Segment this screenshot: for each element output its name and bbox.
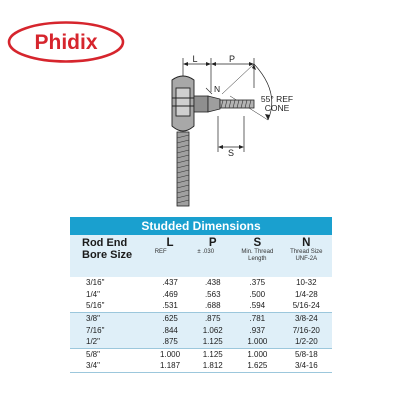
- cell-bore: 3/4": [70, 360, 149, 372]
- cell-bore: 7/16": [70, 324, 149, 336]
- studded-dimensions-table: [70, 217, 332, 373]
- table-row: [70, 336, 332, 348]
- header-bore-line1: Rod End: [82, 237, 128, 249]
- header-s-sub1: Min. Thread: [241, 249, 274, 255]
- cell-p: .563: [204, 289, 221, 299]
- cell-n: 3/4-16: [281, 360, 332, 372]
- cell-s: .500: [249, 289, 266, 299]
- cell-n: 5/8-18: [281, 348, 332, 360]
- label-s: S: [227, 148, 235, 158]
- brand-name: Phidix: [34, 31, 98, 54]
- header-n-label: N: [302, 237, 311, 249]
- header-p-sub: ± .030: [197, 249, 215, 255]
- cell-s: .937: [234, 324, 281, 336]
- cell-s: .781: [234, 312, 281, 324]
- table-row: [70, 312, 332, 324]
- cell-p: .688: [204, 301, 221, 311]
- table-banner: Studded Dimensions: [70, 217, 332, 235]
- table-row: [70, 289, 332, 301]
- cell-l: .844: [149, 324, 192, 336]
- cell-bore: 1/4": [86, 289, 100, 299]
- cell-s: 1.000: [234, 336, 281, 348]
- cell-p: 1.125: [191, 348, 234, 360]
- header-n: [281, 235, 332, 277]
- cell-n: 5/16-24: [292, 301, 320, 311]
- cell-l: .437: [162, 278, 178, 288]
- table-row: [70, 360, 332, 372]
- cell-p: 1.125: [191, 336, 234, 348]
- cone-label-line1: 55° REF: [260, 94, 294, 104]
- cell-n: 3/8-24: [281, 312, 332, 324]
- header-l-sub: REF: [154, 249, 167, 255]
- header-s-label: S: [253, 237, 262, 249]
- cell-bore: 3/16": [86, 278, 105, 288]
- rod-end-drawing: [150, 52, 310, 210]
- cell-bore: 5/16": [86, 301, 105, 311]
- cell-p: .438: [204, 278, 221, 288]
- table-header-row: [70, 235, 332, 277]
- cell-l: 1.000: [149, 348, 192, 360]
- header-s-sub2: Length: [248, 256, 267, 262]
- cell-bore: 3/8": [70, 312, 149, 324]
- label-n: N: [214, 84, 221, 94]
- cell-l: .875: [149, 336, 192, 348]
- table-row: [70, 300, 332, 312]
- table-row: [70, 324, 332, 336]
- header-s: [234, 235, 281, 277]
- cell-n: 1/2-20: [281, 336, 332, 348]
- cell-l: 1.187: [149, 360, 192, 372]
- cone-label-line2: CONE: [264, 103, 290, 113]
- cell-s: .375: [249, 278, 266, 288]
- header-l-label: L: [166, 237, 174, 249]
- cell-n: 7/16-20: [281, 324, 332, 336]
- cell-l: .469: [162, 289, 178, 299]
- header-bore-line2: Bore Size: [82, 249, 133, 261]
- header-l: [149, 235, 192, 277]
- cell-n: 10-32: [296, 278, 317, 288]
- table-row: [70, 277, 332, 289]
- header-p-label: P: [208, 237, 217, 249]
- header-n-sub2: UNF-2A: [295, 256, 318, 262]
- header-bore-size: [70, 235, 149, 277]
- cell-s: 1.625: [234, 360, 281, 372]
- cell-s: .594: [249, 301, 266, 311]
- cell-bore: 5/8": [70, 348, 149, 360]
- cell-bore: 1/2": [70, 336, 149, 348]
- cell-n: 1/4-28: [294, 289, 318, 299]
- label-l: L: [192, 54, 198, 64]
- header-n-sub1: Thread Size: [290, 249, 323, 255]
- cell-p: 1.062: [191, 324, 234, 336]
- cell-l: .625: [149, 312, 192, 324]
- table-row: [70, 348, 332, 360]
- cell-s: 1.000: [234, 348, 281, 360]
- cell-l: .531: [162, 301, 178, 311]
- label-p: P: [228, 54, 236, 64]
- phidix-logo: [6, 20, 126, 64]
- cell-p: 1.812: [191, 360, 234, 372]
- cell-p: .875: [191, 312, 234, 324]
- header-p: [191, 235, 234, 277]
